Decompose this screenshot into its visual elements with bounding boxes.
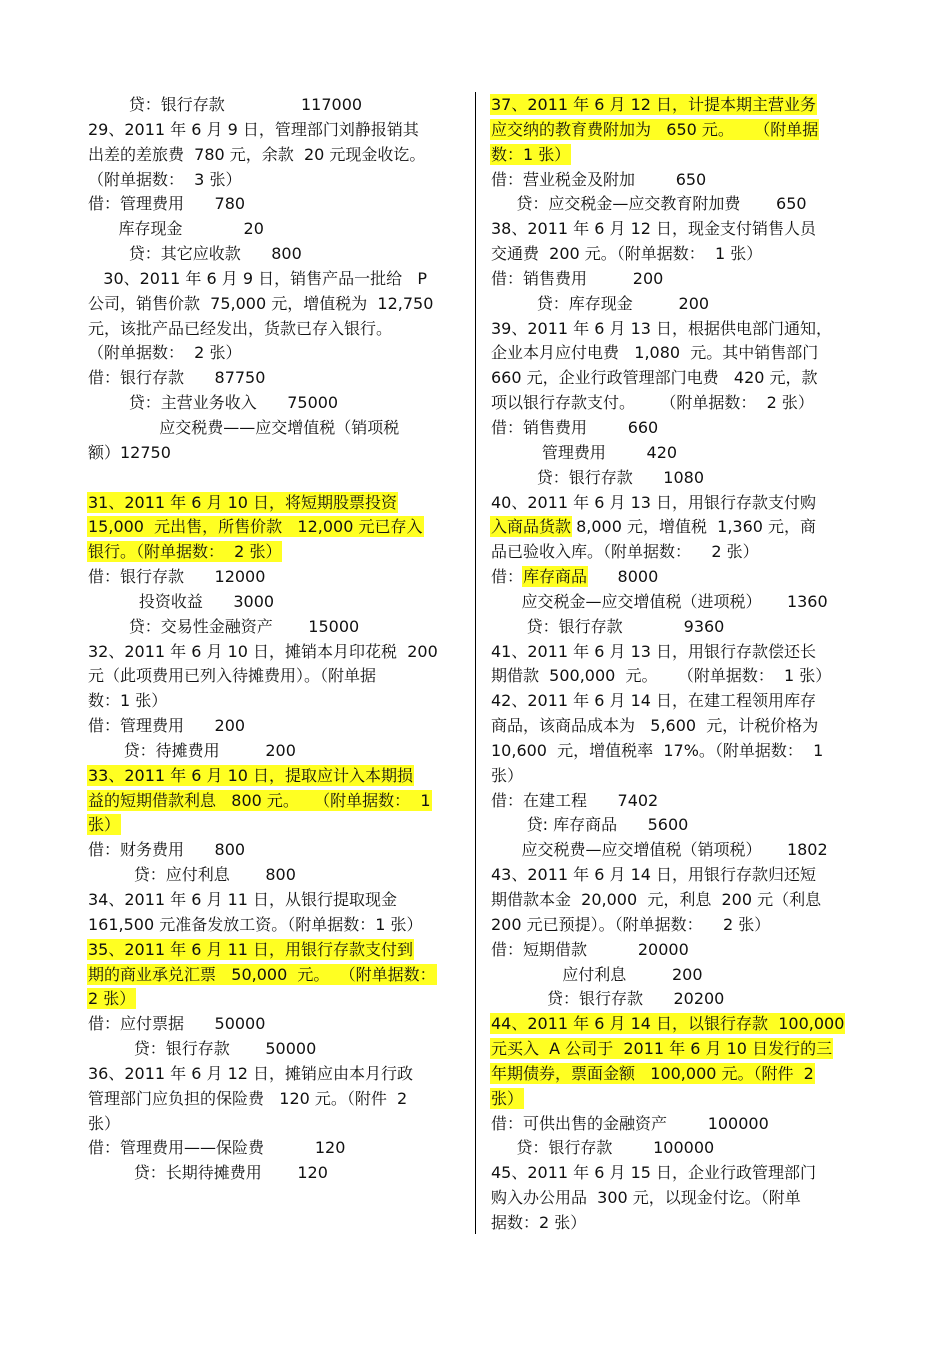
text-line: 贷: 库存商品 5600 [491,815,689,835]
text-line: 29、2011 年 6 月 9 日，管理部门刘静报销其 [88,119,419,139]
text-line [491,1012,871,1037]
text-line: 品已验收入库。（附单据数： 2 张） [491,542,759,562]
text-line [88,938,460,963]
text-line: 应交税费—应交增值税（销项税） 1802 [491,840,828,860]
text-line [491,93,871,118]
text-line: （附单据数： 3 张） [88,169,242,189]
text-line: 贷：银行存款 117000 [88,95,363,114]
text-line: 借：短期借款 20000 [491,939,689,959]
highlighted-text: 37、2011 年 6 月 12 日，计提本期主营业务 [491,95,817,114]
text-line: 32、2011 年 6 月 10 日，摊销本月印花税 200 [88,641,438,661]
highlighted-text: 张） [88,815,121,835]
text-line: 30、2011 年 6 月 9 日，销售产品一批给 P [88,268,428,288]
text-line: 贷：银行存款 1080 [491,467,705,487]
highlighted-text: 年期债券，票面金额 100,000 元。（附件 2 [491,1063,814,1083]
highlighted-text: 数：1 张） [491,144,571,164]
text-line: 期借款 500,000 元。 （附单据数： 1 张） [491,666,832,686]
text-line: 38、2011 年 6 月 12 日，现金支付销售人员 [491,219,817,239]
highlighted-text: 35、2011 年 6 月 11 日，用银行存款支付到 [88,939,414,959]
text-line: 借：应付票据 50000 [88,1014,266,1034]
text-line: 贷：银行存款 20200 [491,989,725,1009]
text-line: 43、2011 年 6 月 14 日，用银行存款归还短 [491,865,817,885]
highlighted-text: 31、2011 年 6 月 10 日，将短期股票投资 [88,492,398,512]
text-line: 借：管理费用 200 [88,716,246,736]
text-line: 贷：其它应收款 800 [88,244,302,264]
text-line: 40、2011 年 6 月 13 日，用银行存款支付购 [491,492,817,512]
text-line: 入商品货款 8,000 元，增值税 1,360 元，商 [491,517,817,537]
text-line: 借：可供出售的金融资产 100000 [491,1113,769,1133]
text-line: 期借款本金 20,000 元，利息 200 元（利息 [491,890,822,909]
text-line [88,540,460,565]
text-line [491,1062,871,1087]
text-line: 张） [491,765,524,785]
text-line: 公司，销售价款 75,000 元，增值税为 12,750 [88,293,434,313]
text-line: 投资收益 3000 [88,591,275,611]
text-line: 企业本月应付电费 1,080 元。其中销售部门 [491,343,819,363]
text-line: 36、2011 年 6 月 12 日，摊销应由本月行政 [88,1063,414,1083]
text-line: 管理费用 420 [491,442,678,462]
text-line: 贷：银行存款 9360 [491,616,725,636]
text-line: 贷：待摊费用 200 [88,740,296,760]
text-line: 出差的差旅费 780 元，余款 20 元现金收讫。 [88,144,426,164]
text-line: 200 元已预提）。（附单据数： 2 张） [491,914,771,934]
text-line: 应付利息 200 [491,964,703,984]
text-line: 购入办公用品 300 元，以现金付讫。（附单 [491,1188,801,1208]
highlighted-text: 入商品货款 [491,517,572,537]
highlighted-text: 库存商品 [523,567,588,587]
highlighted-text: 33、2011 年 6 月 10 日，提取应计入本期损 [88,765,414,785]
text-line: 借：银行存款 12000 [88,567,266,587]
text-line: 贷：银行存款 100000 [491,1138,715,1158]
text-line: 借：银行存款 87750 [88,368,266,388]
text-line [491,118,871,143]
text-line: 贷：应交税金—应交教育附加费 650 [491,194,807,214]
text-line: （附单据数： 2 张） [88,343,242,363]
highlighted-text: 期的商业承兑汇票 50,000 元。 （附单据数： [88,964,436,984]
highlighted-text: 2 张） [88,989,136,1009]
text-line: 应交税金—应交增值税（进项税） 1360 [491,591,828,611]
text-line [491,143,871,168]
text-line: 借：管理费用 780 [88,194,246,214]
text-line [491,1087,871,1112]
text-line: 张） [88,1113,121,1133]
text-line [88,987,460,1012]
text-line: 借：库存商品 8000 [491,567,659,587]
text-line: 贷：应付利息 800 [88,865,296,885]
text-line: 42、2011 年 6 月 14 日，在建工程领用库存 [491,691,817,711]
text-line: 660 元，企业行政管理部门电费 420 元，款 [491,368,818,388]
text-line: 管理部门应负担的保险费 120 元。（附件 2 [88,1088,408,1108]
text-line: 额）12750 [88,442,171,462]
text-line: 借：财务费用 800 [88,840,246,860]
highlighted-text: 益的短期借款利息 800 元。 （附单据数： 1 [88,790,431,810]
text-line: 借：销售费用 660 [491,417,659,437]
text-line [88,491,460,516]
text-line: 元，该批产品已经发出，货款已存入银行。 [88,318,393,338]
text-line: 39、2011 年 6 月 13 日，根据供电部门通知， [491,318,833,338]
text-line: 10,600 元，增值税率 17%。（附单据数： 1 [491,740,824,760]
text-line: 据数：2 张） [491,1212,587,1232]
text-line [88,963,460,988]
text-line: 元（此项费用已列入待摊费用）。（附单据 [88,666,377,686]
text-line: 借：管理费用——保险费 120 [88,1138,346,1158]
text-line: 库存现金 20 [88,219,264,239]
text-line: 34、2011 年 6 月 11 日，从银行提取现金 [88,890,398,909]
text-line: 贷：长期待摊费用 120 [88,1163,328,1183]
text-line [88,813,460,838]
text-line [88,466,460,491]
text-line: 应交税费——应交增值税（销项税 [88,417,400,437]
text-line [88,515,460,540]
text-line [491,1037,871,1062]
highlighted-text: 应交纳的教育费附加为 650 元。 （附单据 [491,119,819,139]
text-line [88,764,460,789]
text-line: 贷：交易性金融资产 15000 [88,616,360,636]
text-line: 项以银行存款支付。 （附单据数： 2 张） [491,393,814,413]
text-line [88,789,460,814]
text-line: 45、2011 年 6 月 15 日，企业行政管理部门 [491,1163,817,1183]
text-line: 41、2011 年 6 月 13 日，用银行存款偿还长 [491,641,817,661]
text-line: 贷：主营业务收入 75000 [88,393,339,413]
text-line: 借：销售费用 200 [491,268,664,288]
text-line: 交通费 200 元。（附单据数： 1 张） [491,244,763,264]
highlighted-text: 15,000 元出售，所售价款 12,000 元已存入 [88,517,423,537]
column-divider [475,92,476,1234]
left-column [88,93,460,1186]
text-line: 借：营业税金及附加 650 [491,169,707,189]
right-column [491,93,871,1236]
text-line: 借：在建工程 7402 [491,790,659,810]
text-line: 商品，该商品成本为 5,600 元，计税价格为 [491,716,819,736]
highlighted-text: 元买入 A 公司于 2011 年 6 月 10 日发行的三 [491,1039,833,1059]
text-line: 161,500 元准备发放工资。（附单据数：1 张） [88,914,423,934]
text-line: 数：1 张） [88,691,168,711]
highlighted-text: 张） [491,1088,524,1108]
text-line: 贷：银行存款 50000 [88,1039,317,1059]
highlighted-text: 银行。（附单据数： 2 张） [88,542,282,562]
highlighted-text: 44、2011 年 6 月 14 日，以银行存款 100,000 [491,1014,845,1034]
text-line: 贷：库存现金 200 [491,293,710,313]
